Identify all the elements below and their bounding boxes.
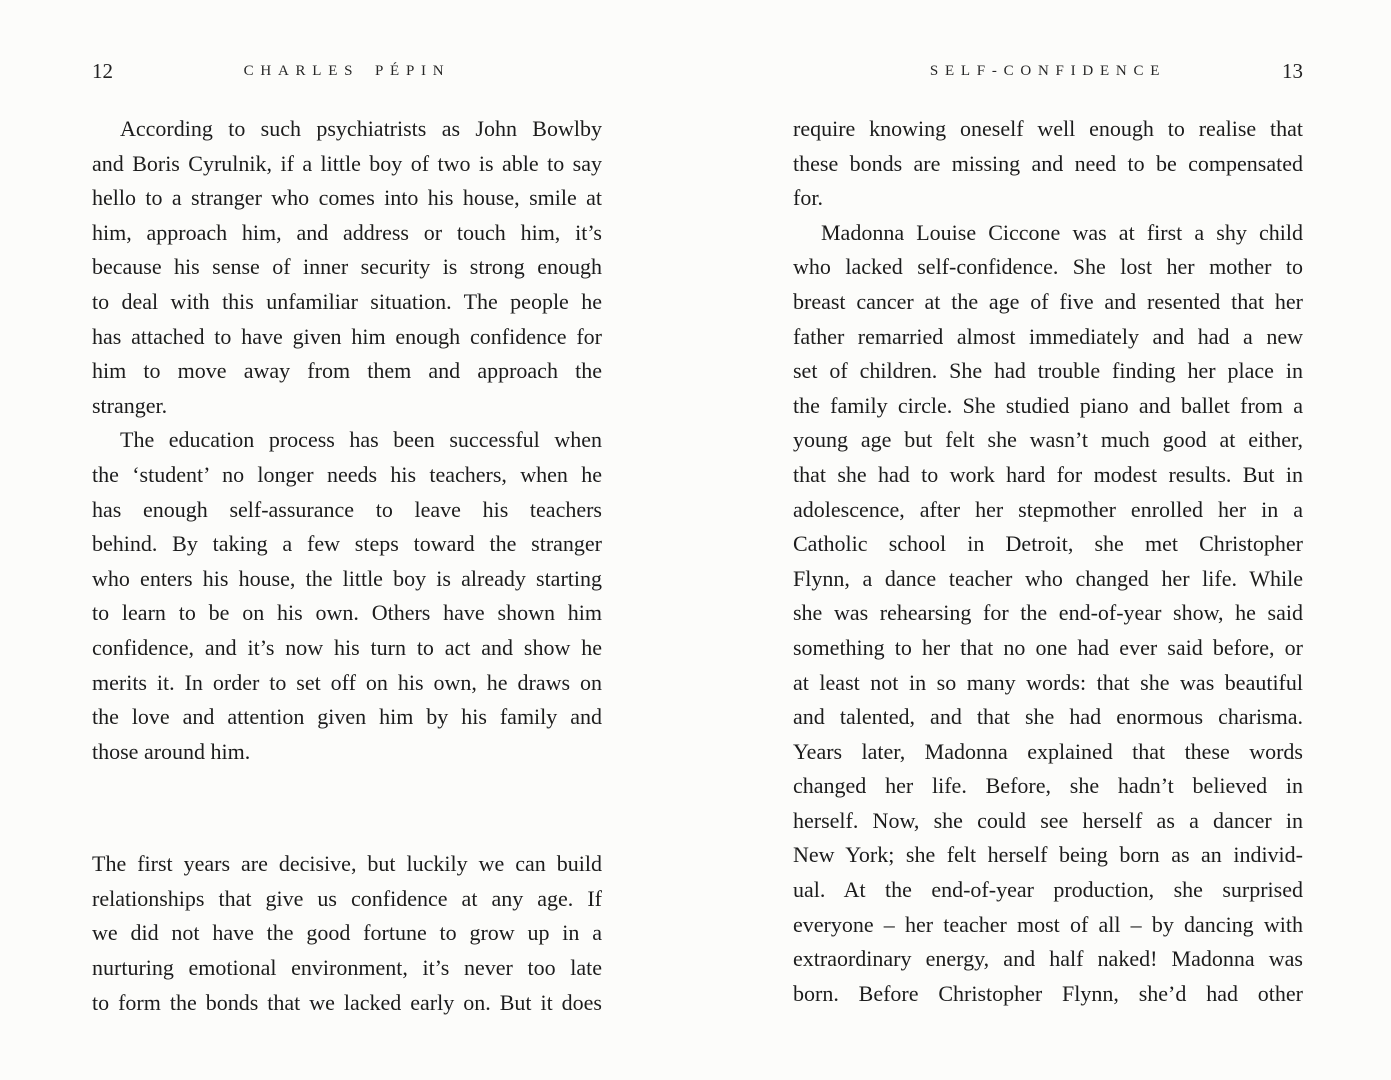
text-line: and talented, and that she had enormous charisma. <box>793 704 1303 730</box>
text-line: something to her that no one had ever said before, or <box>793 634 1303 660</box>
text-line: who lacked self-confidence. She lost her mother to <box>793 254 1303 280</box>
right-page <box>793 58 1303 1011</box>
text-line: to deal with this unfamiliar situation. The people he <box>92 288 602 314</box>
text-line: adolescence, after her stepmother enrolled her in a <box>793 496 1303 522</box>
section-break <box>92 769 602 847</box>
text-line: she was rehearsing for the end-of-year show, he said <box>793 600 1303 626</box>
text-line: merits it. In order to set off on his own, he draws on <box>92 669 602 695</box>
left-page <box>92 58 602 1020</box>
right-running-head: SELF-CONFIDENCE <box>929 63 1167 79</box>
text-line: to form the bonds that we lacked early on. But it does <box>92 989 602 1015</box>
text-line: born. Before Christopher Flynn, she’d had other <box>793 980 1303 1006</box>
text-line: for. <box>793 185 823 211</box>
text-line: has attached to have given him enough confidence for <box>92 323 602 349</box>
text-line: the love and attention given him by his family and <box>92 704 602 730</box>
text-line: father remarried almost immediately and had a new <box>793 323 1303 349</box>
text-line: breast cancer at the age of five and resented that her <box>793 288 1303 314</box>
text-line: behind. By taking a few steps toward the stranger <box>92 531 602 557</box>
text-line: the ‘student’ no longer needs his teachers, when he <box>92 461 602 487</box>
text-line: because his sense of inner security is strong enough <box>92 254 602 280</box>
text-line: and Boris Cyrulnik, if a little boy of two is able to say <box>92 150 602 176</box>
text-line: has enough self-assurance to leave his teachers <box>92 496 602 522</box>
text-line: these bonds are missing and need to be compensated <box>793 150 1303 176</box>
text-line: New York; she felt herself being born as an individ- <box>793 842 1303 868</box>
text-line: Years later, Madonna explained that these words <box>793 738 1303 764</box>
text-line: The first years are decisive, but luckily we can build <box>92 851 602 877</box>
text-line: everyone – her teacher most of all – by dancing with <box>793 911 1303 937</box>
left-running-head: CHARLES PÉPIN <box>243 63 451 79</box>
left-page-header <box>92 58 602 84</box>
text-line: to learn to be on his own. Others have shown him <box>92 600 602 626</box>
text-line: Catholic school in Detroit, she met Christopher <box>793 531 1303 557</box>
text-line: confidence, and it’s now his turn to act and show he <box>92 634 602 660</box>
text-line: changed her life. Before, she hadn’t believed in <box>793 773 1303 799</box>
left-page-number: 12 <box>92 59 113 83</box>
text-line: According to such psychiatrists as John Bowlby <box>120 116 602 141</box>
text-line: hello to a stranger who comes into his house, smile at <box>92 185 602 211</box>
text-line: herself. Now, she could see herself as a dancer in <box>793 807 1303 833</box>
text-line: him, approach him, and address or touch him, it’s <box>92 219 602 245</box>
text-line: who enters his house, the little boy is already starting <box>92 565 602 591</box>
text-line: we did not have the good fortune to grow up in a <box>92 920 602 946</box>
text-line: young age but felt she wasn’t much good at either, <box>793 427 1303 453</box>
right-page-text <box>793 112 1303 1011</box>
text-line: Madonna Louise Ciccone was at first a shy child <box>821 219 1303 245</box>
text-line: relationships that give us confidence at any age. If <box>92 885 602 911</box>
text-line: nurturing emotional environment, it’s never too late <box>92 955 602 981</box>
text-line: The education process has been successful when <box>120 427 602 453</box>
text-line: require knowing oneself well enough to realise that <box>793 116 1303 141</box>
text-line: that she had to work hard for modest results. But in <box>793 461 1303 487</box>
text-line: Flynn, a dance teacher who changed her life. While <box>793 565 1303 591</box>
text-line: those around him. <box>92 738 251 764</box>
right-page-number: 13 <box>1282 59 1303 83</box>
text-line: at least not in so many words: that she was beautiful <box>793 669 1303 695</box>
text-line: him to move away from them and approach the <box>92 358 602 384</box>
left-page-text <box>92 112 602 1020</box>
right-page-header <box>793 58 1303 84</box>
text-line: ual. At the end-of-year production, she surprised <box>793 877 1303 903</box>
text-line: extraordinary energy, and half naked! Madonna was <box>793 946 1303 972</box>
text-line: set of children. She had trouble finding her place in <box>793 358 1303 384</box>
text-line: the family circle. She studied piano and ballet from a <box>793 392 1303 418</box>
text-line: stranger. <box>92 392 168 418</box>
